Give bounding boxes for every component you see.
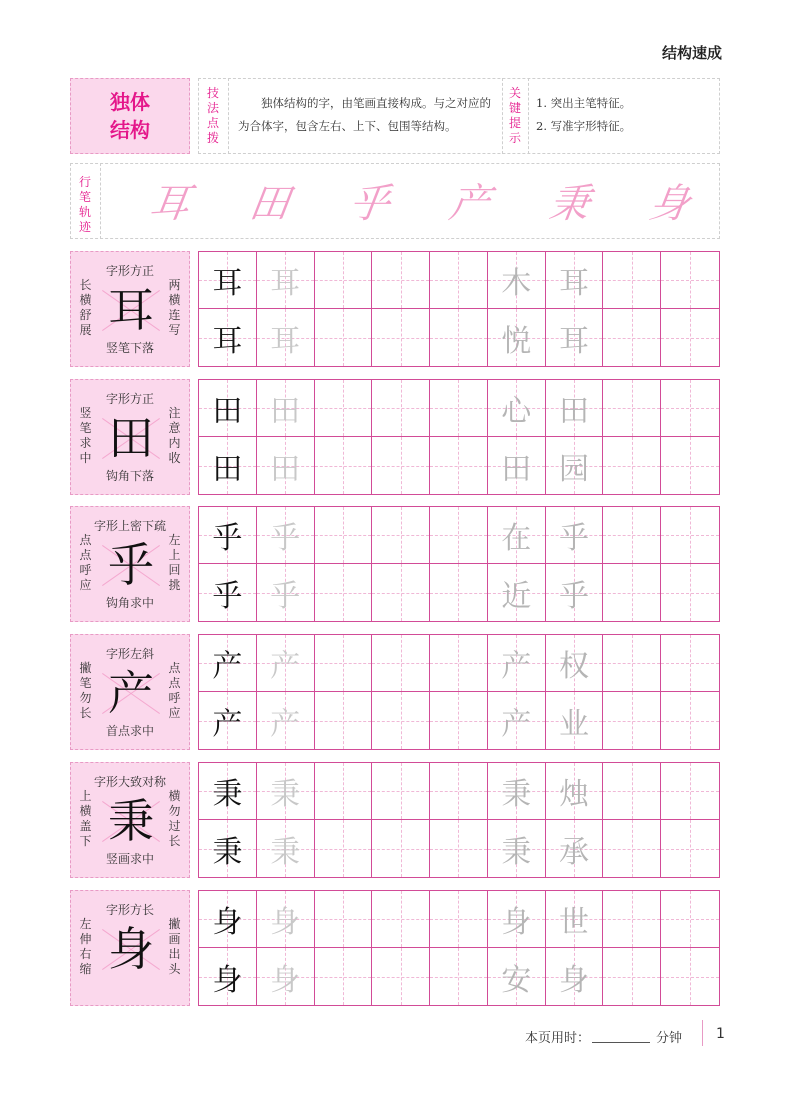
card-tip-bottom: 钩角求中 (105, 596, 154, 610)
grid-cell[interactable] (488, 252, 546, 309)
grid-cell[interactable] (661, 891, 719, 948)
grid-cell[interactable] (488, 507, 546, 564)
grid-cell[interactable] (661, 252, 719, 309)
grid-character: 身 (270, 962, 301, 998)
grid-cell[interactable] (372, 564, 430, 621)
grid-character: 田 (212, 394, 243, 429)
time-input-line[interactable] (592, 1042, 650, 1043)
grid-cell[interactable] (488, 309, 546, 366)
grid-cell[interactable] (199, 948, 257, 1005)
grid-cell[interactable] (315, 891, 373, 948)
grid-cell[interactable] (488, 380, 546, 437)
grid-character: 产 (501, 706, 532, 742)
structure-title-line1: 独体 (110, 90, 150, 114)
key-point-2: 2. 写准字形特征。 (536, 119, 632, 133)
grid-cell[interactable] (546, 635, 604, 692)
card-tip-bottom: 竖笔下落 (105, 341, 154, 355)
grid-character: 秉 (270, 834, 301, 870)
grid-cell[interactable] (372, 252, 430, 309)
grid-cell[interactable] (488, 948, 546, 1005)
footer-divider (702, 1020, 703, 1046)
grid-character: 近 (501, 578, 532, 614)
grid-cell[interactable] (257, 692, 315, 749)
character-card (70, 890, 190, 1006)
grid-cell[interactable] (603, 820, 661, 877)
grid-cell[interactable] (372, 692, 430, 749)
card-tip-top: 字形左斜 (105, 647, 154, 661)
grid-character: 世 (559, 905, 590, 940)
grid-cell[interactable] (257, 380, 315, 437)
grid-cell[interactable] (546, 309, 604, 366)
grid-cell[interactable] (372, 891, 430, 948)
grid-character: 身 (559, 962, 590, 998)
grid-character: 木 (501, 266, 532, 301)
grid-character: 承 (559, 834, 590, 870)
grid-cell[interactable] (661, 437, 719, 494)
card-tip-left: 点点呼应 (79, 533, 92, 592)
card-tip-top: 字形大致对称 (93, 775, 166, 789)
grid-cell[interactable] (430, 564, 488, 621)
grid-character: 耳 (559, 323, 590, 359)
grid-character: 田 (501, 451, 532, 487)
grid-character: 园 (559, 451, 590, 487)
grid-character: 耳 (559, 266, 590, 301)
grid-cell[interactable] (488, 763, 546, 820)
grid-character: 耳 (270, 323, 301, 359)
grid-cell[interactable] (546, 820, 604, 877)
grid-character: 秉 (212, 834, 243, 870)
card-tip-right: 两横连写 (168, 278, 181, 337)
card-tip-left: 长横舒展 (79, 278, 92, 337)
grid-cell[interactable] (372, 635, 430, 692)
grid-character: 产 (270, 649, 301, 684)
grid-cell[interactable] (315, 948, 373, 1005)
grid-cell[interactable] (430, 763, 488, 820)
grid-cell[interactable] (199, 309, 257, 366)
grid-cell[interactable] (315, 507, 373, 564)
grid-character: 乎 (212, 521, 243, 556)
grid-cell[interactable] (488, 564, 546, 621)
grid-character: 悦 (501, 323, 532, 359)
grid-cell[interactable] (430, 437, 488, 494)
character-card (70, 251, 190, 367)
page-number: 1 (716, 1026, 725, 1042)
grid-character: 权 (559, 649, 590, 684)
grid-character: 田 (270, 394, 301, 429)
time-unit: 分钟 (656, 1031, 683, 1046)
grid-cell[interactable] (546, 507, 604, 564)
grid-character: 产 (270, 706, 301, 742)
technique-label: 技法点拨 (206, 86, 219, 145)
grid-cell[interactable] (257, 948, 315, 1005)
grid-character: 身 (212, 962, 243, 998)
grid-cell[interactable] (372, 380, 430, 437)
card-tip-left: 撇笔勿长 (79, 661, 92, 720)
practice-grid (198, 379, 720, 495)
trail-char: 身 (646, 180, 693, 227)
character-card (70, 762, 190, 878)
stroke-trail-chars (146, 170, 693, 230)
practice-grid (198, 506, 720, 622)
grid-cell[interactable] (546, 763, 604, 820)
grid-cell[interactable] (199, 437, 257, 494)
grid-cell[interactable] (488, 437, 546, 494)
grid-cell[interactable] (430, 948, 488, 1005)
card-character: 耳 (108, 283, 154, 337)
grid-character: 心 (501, 394, 532, 429)
grid-cell[interactable] (315, 309, 373, 366)
card-tip-top: 字形上密下疏 (93, 519, 166, 533)
grid-cell[interactable] (661, 948, 719, 1005)
card-tip-left: 竖笔求中 (79, 406, 92, 465)
grid-cell[interactable] (603, 309, 661, 366)
grid-character: 田 (212, 451, 243, 487)
grid-cell[interactable] (257, 763, 315, 820)
grid-cell[interactable] (315, 437, 373, 494)
grid-character: 田 (559, 394, 590, 429)
grid-character: 乎 (270, 521, 301, 556)
grid-cell[interactable] (603, 891, 661, 948)
grid-character: 乎 (212, 578, 243, 614)
grid-cell[interactable] (661, 507, 719, 564)
grid-character: 耳 (270, 266, 301, 301)
technique-description: 独体结构的字，由笔画直接构成。与之对应的为合体字，包含左右、上下、包围等结构。 (238, 96, 491, 133)
grid-cell[interactable] (257, 507, 315, 564)
grid-cell[interactable] (199, 507, 257, 564)
grid-cell[interactable] (430, 507, 488, 564)
key-tips-label: 关键提示 (508, 86, 521, 145)
card-tip-right: 横勿过长 (168, 789, 181, 848)
practice-grid (198, 890, 720, 1006)
grid-cell[interactable] (546, 891, 604, 948)
grid-cell[interactable] (661, 309, 719, 366)
trail-char: 耳 (146, 180, 193, 227)
divider (100, 163, 101, 239)
divider (528, 78, 529, 154)
grid-character: 产 (212, 649, 243, 684)
grid-character: 耳 (212, 323, 243, 359)
card-tip-left: 上横盖下 (79, 789, 92, 848)
grid-cell[interactable] (546, 564, 604, 621)
grid-cell[interactable] (257, 820, 315, 877)
grid-cell[interactable] (430, 820, 488, 877)
grid-character: 耳 (212, 266, 243, 301)
grid-character: 田 (270, 451, 301, 487)
grid-character: 身 (212, 905, 243, 940)
grid-cell[interactable] (199, 891, 257, 948)
stroke-trail-label: 行笔轨迹 (78, 175, 91, 234)
grid-cell[interactable] (603, 948, 661, 1005)
grid-cell[interactable] (603, 507, 661, 564)
grid-character: 身 (270, 905, 301, 940)
grid-cell[interactable] (257, 309, 315, 366)
grid-cell[interactable] (430, 692, 488, 749)
trail-char: 田 (246, 180, 293, 227)
section-title: 结构速成 (661, 44, 722, 62)
card-character: 身 (108, 922, 154, 976)
grid-cell[interactable] (430, 891, 488, 948)
grid-cell[interactable] (372, 309, 430, 366)
grid-cell[interactable] (546, 380, 604, 437)
grid-character: 乎 (270, 578, 301, 614)
card-tip-right: 点点呼应 (168, 661, 181, 720)
card-character: 产 (108, 666, 154, 720)
grid-cell[interactable] (603, 692, 661, 749)
card-tip-right: 撇画出头 (168, 917, 181, 976)
card-tip-right: 左上回挑 (168, 533, 181, 592)
grid-cell[interactable] (315, 252, 373, 309)
grid-cell[interactable] (661, 564, 719, 621)
grid-cell[interactable] (372, 437, 430, 494)
card-tip-left: 左伸右缩 (79, 917, 92, 976)
practice-grid (198, 251, 720, 367)
grid-character: 烛 (559, 777, 590, 812)
grid-cell[interactable] (661, 635, 719, 692)
card-character: 乎 (108, 538, 154, 592)
grid-cell[interactable] (257, 252, 315, 309)
trail-char: 产 (446, 180, 493, 227)
grid-cell[interactable] (315, 763, 373, 820)
card-character: 秉 (108, 794, 154, 848)
grid-character: 乎 (559, 578, 590, 614)
grid-cell[interactable] (546, 437, 604, 494)
grid-cell[interactable] (257, 564, 315, 621)
grid-cell[interactable] (430, 380, 488, 437)
grid-cell[interactable] (199, 763, 257, 820)
card-tip-bottom: 竖画求中 (105, 852, 154, 866)
trail-char: 秉 (546, 180, 593, 227)
grid-cell[interactable] (488, 820, 546, 877)
character-card (70, 379, 190, 495)
grid-cell[interactable] (372, 820, 430, 877)
grid-cell[interactable] (315, 635, 373, 692)
grid-cell[interactable] (315, 692, 373, 749)
grid-cell[interactable] (546, 692, 604, 749)
divider (502, 78, 503, 154)
grid-cell[interactable] (199, 635, 257, 692)
grid-cell[interactable] (546, 948, 604, 1005)
trail-char: 乎 (346, 180, 393, 227)
time-label: 本页用时： (525, 1031, 591, 1046)
grid-character: 乎 (559, 521, 590, 556)
card-tip-top: 字形方正 (105, 264, 154, 278)
character-card (70, 634, 190, 750)
grid-cell[interactable] (603, 635, 661, 692)
grid-cell[interactable] (257, 437, 315, 494)
grid-cell[interactable] (603, 252, 661, 309)
grid-cell[interactable] (546, 252, 604, 309)
grid-cell[interactable] (603, 763, 661, 820)
grid-cell[interactable] (257, 635, 315, 692)
grid-cell[interactable] (199, 564, 257, 621)
card-tip-top: 字形方正 (105, 392, 154, 406)
grid-cell[interactable] (488, 635, 546, 692)
grid-character: 安 (501, 962, 532, 998)
grid-cell[interactable] (430, 309, 488, 366)
grid-character: 在 (501, 521, 532, 556)
practice-grid (198, 634, 720, 750)
divider (228, 78, 229, 154)
grid-cell[interactable] (315, 564, 373, 621)
grid-cell[interactable] (661, 820, 719, 877)
grid-cell[interactable] (199, 692, 257, 749)
card-tip-bottom: 首点求中 (105, 724, 154, 738)
grid-character: 产 (501, 649, 532, 684)
grid-cell[interactable] (199, 252, 257, 309)
structure-title-box (70, 78, 190, 154)
card-tip-right: 注意内收 (168, 406, 181, 465)
grid-character: 业 (559, 706, 590, 742)
grid-cell[interactable] (603, 380, 661, 437)
grid-character: 秉 (212, 777, 243, 812)
grid-cell[interactable] (488, 692, 546, 749)
card-tip-top: 字形方长 (105, 903, 154, 917)
character-card (70, 506, 190, 622)
grid-character: 秉 (501, 834, 532, 870)
card-tip-bottom: 钩角下落 (105, 469, 154, 483)
grid-cell[interactable] (430, 252, 488, 309)
grid-character: 产 (212, 706, 243, 742)
grid-cell[interactable] (199, 820, 257, 877)
grid-cell[interactable] (661, 763, 719, 820)
grid-character: 身 (501, 905, 532, 940)
grid-cell[interactable] (315, 380, 373, 437)
key-point-1: 1. 突出主笔特征。 (536, 96, 632, 110)
grid-cell[interactable] (488, 891, 546, 948)
grid-cell[interactable] (372, 763, 430, 820)
grid-cell[interactable] (430, 635, 488, 692)
grid-cell[interactable] (661, 380, 719, 437)
structure-title-line2: 结构 (110, 118, 150, 142)
grid-cell[interactable] (372, 507, 430, 564)
card-character: 田 (108, 411, 154, 465)
grid-cell[interactable] (257, 891, 315, 948)
grid-character: 秉 (270, 777, 301, 812)
grid-cell[interactable] (661, 692, 719, 749)
grid-cell[interactable] (199, 380, 257, 437)
grid-cell[interactable] (603, 437, 661, 494)
practice-grid (198, 762, 720, 878)
grid-character: 秉 (501, 777, 532, 812)
grid-cell[interactable] (372, 948, 430, 1005)
grid-cell[interactable] (603, 564, 661, 621)
grid-cell[interactable] (315, 820, 373, 877)
key-points (536, 92, 631, 138)
